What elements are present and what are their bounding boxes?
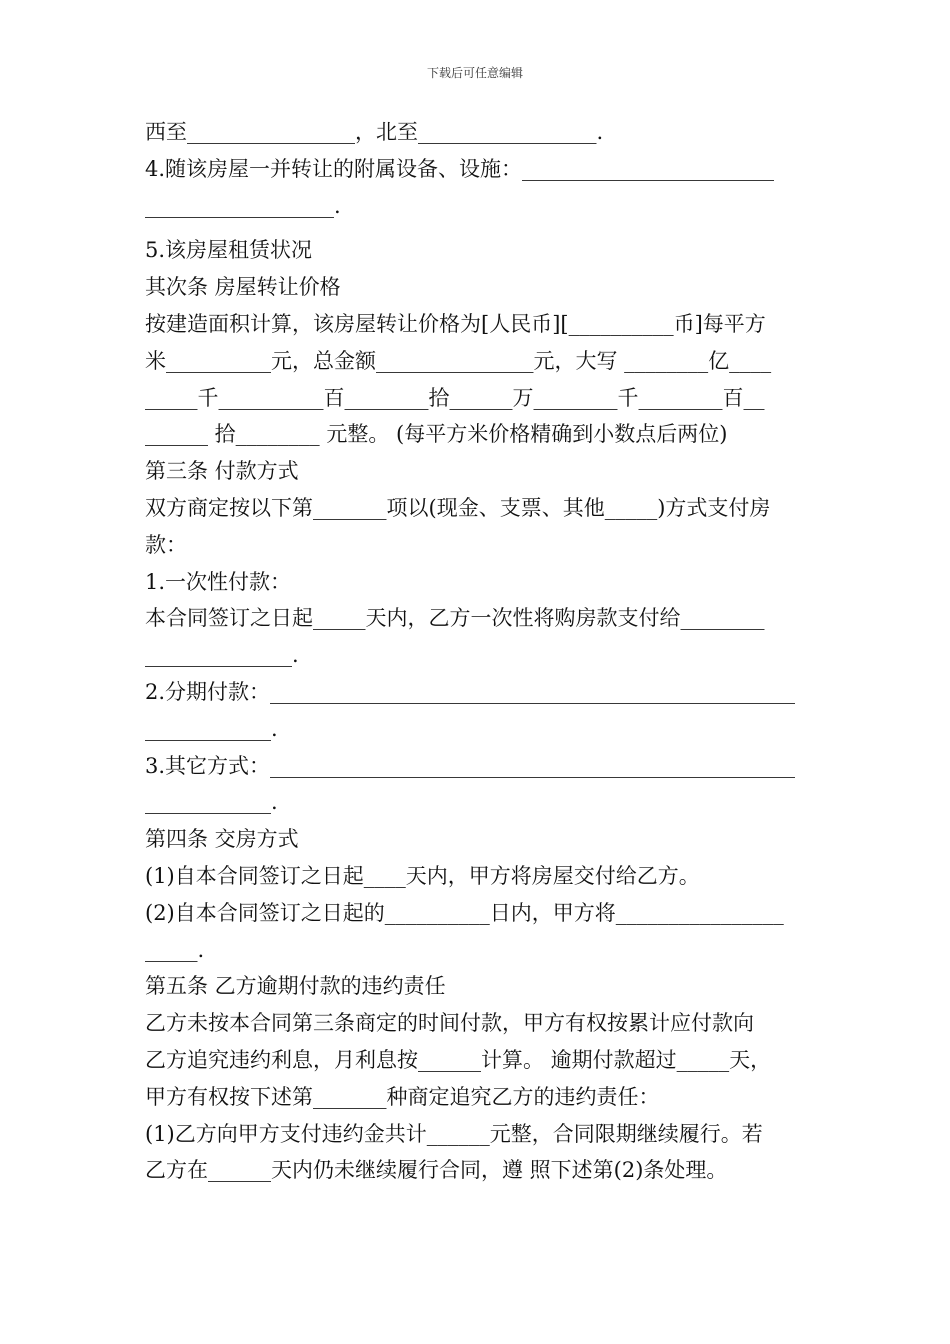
text-line: 乙方未按本合同第三条商定的时间付款，甲方有权按累计应付款向 [145, 1011, 754, 1036]
section-heading: 第五条 乙方逾期付款的违约责任 [145, 974, 446, 999]
text-line: ______________. [145, 643, 299, 668]
text-line: (1)乙方向甲方支付违约金共计______元整，合同限期继续履行。若 [145, 1121, 763, 1146]
text-line: (2)自本合同签订之日起的__________日内，甲方将________________ [145, 900, 784, 925]
text-line: 西至________________，北至_________________. [145, 120, 604, 144]
text-line: 双方商定按以下第_______项以(现金、支票、其他_____)方式支付房 [145, 495, 771, 520]
text-line: 3.其它方式：__________________________________________________ [145, 753, 796, 778]
contract-body [145, 114, 813, 1189]
text-line: 本合同签订之日起_____天内，乙方一次性将购房款支付给________ [145, 606, 765, 631]
text-line: _____千__________百________拾______万________千________百__ [145, 385, 765, 410]
text-line: 1.一次性付款： [145, 569, 292, 594]
text-line: 5.该房屋租赁状况 [145, 238, 313, 263]
text-line: 乙方在______天内仍未继续履行合同，遵 照下述第(2)条处理。 [145, 1158, 728, 1183]
text-line: 款： [145, 532, 187, 557]
text-line: ____________. [145, 790, 278, 815]
text-line: 按建造面积计算，该房屋转让价格为[人民币][__________币]每平方 [145, 311, 766, 336]
page-header: 下载后可任意编辑 [426, 66, 523, 80]
text-line: _____. [145, 937, 205, 962]
text-line: ____________. [145, 716, 278, 741]
text-line: ______ 拾________ 元整。 (每平方米价格精确到小数点后两位) [145, 422, 728, 447]
text-line: __________________. [145, 193, 341, 218]
text-line: 乙方追究违约利息，月利息按______计算。 逾期付款超过_____天， [145, 1047, 772, 1072]
section-heading: 第三条 付款方式 [145, 459, 299, 484]
section-heading: 其次条 房屋转让价格 [145, 275, 341, 300]
text-line: 米__________元，总金额_______________元，大写 ________亿____ [145, 348, 772, 373]
text-line: 甲方有权按下述第_______种商定追究乙方的违约责任： [145, 1084, 660, 1109]
text-line: (1)自本合同签订之日起____天内，甲方将房屋交付给乙方。 [145, 863, 700, 888]
paragraph-gap [145, 224, 813, 232]
text-line: 2.分期付款：__________________________________________________ [145, 679, 796, 704]
section-heading: 第四条 交房方式 [145, 827, 299, 852]
text-line: 4.随该房屋一并转让的附属设备、设施：________________________ [145, 156, 775, 181]
